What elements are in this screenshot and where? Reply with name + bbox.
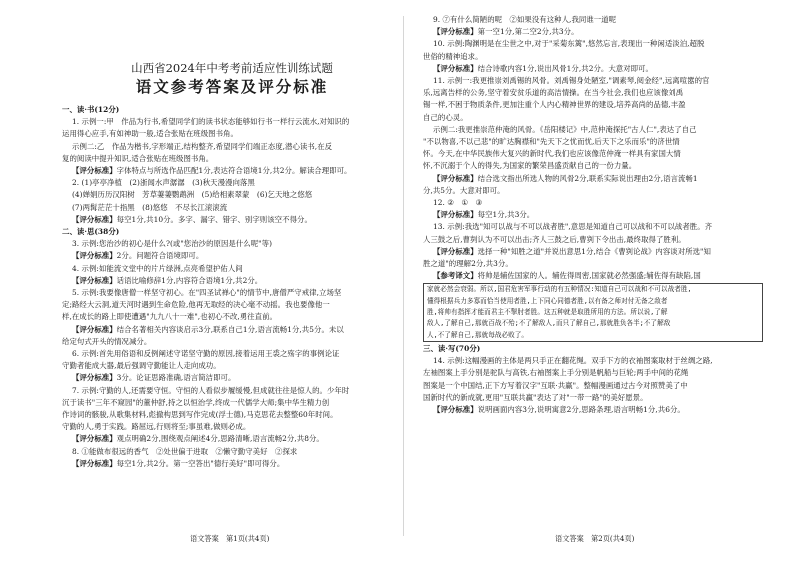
line-text: 守勤者能成大器,最后强调守勤能让人走向成功。	[62, 361, 221, 371]
document-heading: 语文参考答案及评分标准	[135, 77, 329, 96]
answer-line	[423, 26, 763, 38]
line-text: 每空1分,共3分。	[477, 210, 535, 220]
answer-line	[62, 250, 402, 262]
answer-line	[62, 116, 402, 128]
line-text: 2分。问题符合语境即可。	[116, 251, 204, 261]
scoring-label: 【评分标准】	[72, 214, 117, 224]
line-text: 每空1分,共10分。多字、漏字、错字、别字则该空不得分。	[116, 214, 312, 224]
page-footer: 语文答案 第1页(共4页)	[190, 534, 270, 543]
line-text: 左袖图案上手分别是驼队与高铁,右袖图案上手分别是帆船与巨轮;两手中间的花绳	[423, 368, 689, 378]
line-text: 三、读·写(70分)	[423, 343, 481, 353]
answer-line	[62, 372, 402, 384]
scoring-label: 【评分标准】	[72, 275, 117, 285]
line-text: 怀,不沉溺于个人的得失,为国家的繁荣昌盛贡献自己的一份力量。	[423, 161, 637, 171]
answer-line	[423, 209, 763, 221]
line-text: 每空1分,共2分。第一空答出"德行美好"即可得分。	[116, 458, 285, 468]
answer-line	[423, 14, 763, 26]
scoring-label: 【评分标准】	[433, 210, 478, 220]
line-text: 2. (1)亭亭净植 (2)浙闻水声潺潺 (3)秋天漫漫向落黑	[72, 178, 255, 188]
line-text: 胜之道"的理解2分,共3分。	[423, 259, 513, 269]
answer-line	[62, 165, 402, 177]
line-text: 话语比喻修辞1分,内容符合语境1分,共2分。	[116, 275, 263, 285]
answer-line	[423, 380, 763, 392]
line-text: 沉于读书"三年不窥园"的董仲舒,持之以恒治学,终成一代儒学大师;集中华生精力创	[62, 397, 330, 407]
answer-line	[62, 275, 402, 287]
answer-line	[423, 173, 763, 185]
answer-line	[62, 336, 402, 348]
line-text: 4. 示例:如能流文堂中的片片绿洲,点亮希望护佑人间	[72, 263, 243, 273]
line-text: 1. 示例一:甲 作品为行书,希望同学们的读书状态能够如行书一样行云流水,对知识的	[72, 117, 350, 127]
line-text: 11. 示例一:我更推崇刘禹锡的风骨。刘禹锡身处陋室,"调素琴,阅金经",远离喧嚣的官	[433, 76, 710, 86]
line-text: 6. 示例:首先用俗语和反例阐述守诺坚守勤的原因,接着运用王裘之殇字的事例论证	[72, 349, 340, 359]
answer-line	[423, 355, 763, 367]
line-text: 8. ①能做布很远的香气 ②处世偏于进取 ②懒守勤守美好 ②探求	[72, 446, 298, 456]
line-text: 示例二:乙 作品为楷书,字形端正,结构整齐,希望同学们端正态度,潜心读书,在反	[72, 141, 333, 151]
answer-line	[62, 299, 402, 311]
answer-line	[423, 197, 763, 209]
line-text: 7. 示例:守勤的人,还需要守恒。守恒的人看似步履缓慢,但成就往往是惊人的。少年时	[72, 385, 350, 395]
answer-line	[423, 258, 763, 270]
answer-line	[62, 433, 402, 445]
section-heading	[423, 343, 763, 355]
answer-line	[62, 421, 402, 433]
answer-line	[62, 458, 402, 470]
line-text: 5. 示例:我要像唐僧一样坚守初心。在"四圣试禅心"的情节中,唐僧严守戒律,立场坚	[72, 288, 342, 298]
scoring-label: 【评分标准】	[72, 373, 117, 383]
answer-line	[62, 311, 402, 323]
answer-line	[62, 153, 402, 165]
line-text: 图案是一个中国结,正下方写着汉字"互联·共赢"。整幅漫画通过古今对照赞美了中	[423, 380, 688, 390]
scoring-label: 【评分标准】	[72, 251, 117, 261]
answer-line	[423, 87, 763, 99]
translation-line: 人,不了解自己,那就每战必败了。	[427, 330, 529, 339]
answer-line	[62, 287, 402, 299]
line-text: 人三鼓之后,曹刿认为不可以出击;齐人三鼓之后,曹刿下令出击,最终取得了胜利。	[423, 234, 686, 244]
line-text: 示例二:我更推崇范仲淹的风骨。《岳阳楼记》中,范仲淹探托"古人仁",表达了自己	[433, 124, 697, 134]
answer-line	[62, 397, 402, 409]
line-text: 9. ⑦有什么简陋的呢 ②如果没有这种人,我同谁一道呢	[433, 15, 617, 24]
answer-page-2	[423, 14, 763, 534]
line-text: 第一空1分,第二空2分,共3分。	[477, 27, 579, 37]
answer-line	[62, 128, 402, 140]
answer-line	[62, 446, 402, 458]
line-text: 结合选文指出所选人物的风骨2分,联系实际说出理由2分,语言流畅1	[477, 173, 698, 183]
line-text: 12. ② ① ③	[433, 198, 483, 208]
answer-line	[423, 404, 763, 416]
answer-line	[62, 189, 402, 201]
exam-title: 山西省2024年中考考前适应性训练试题	[131, 61, 333, 75]
scoring-label: 【评分标准】	[433, 63, 478, 73]
scoring-label: 【评分标准】	[433, 27, 478, 37]
line-text: 乐,远离告样的公务,坚守着安贫乐道的高洁情操。在当今社会,我们也应该像刘禹	[423, 88, 684, 98]
translation-line: 敌人,了解自己,那就百战不殆;不了解敌人,而只了解自己,那就胜负各半;不了解敌	[427, 319, 671, 328]
line-text: 结合名著相关内容谈启示3分,联系自己1分,语言流畅1分,共5分。未以	[116, 324, 344, 334]
scoring-label: 【评分标准】	[72, 434, 117, 444]
page-divider	[403, 16, 404, 536]
answer-line	[62, 214, 402, 226]
reference-translation-box	[423, 283, 763, 341]
line-text: 14. 示例:这幅漫画的主体是两只手正在翻花绳。双手下方的衣袖图案取材于丝绸之路,	[433, 356, 713, 366]
answer-line	[62, 177, 402, 189]
answer-text-block	[423, 14, 763, 282]
scoring-label: 【评分标准】	[72, 166, 117, 176]
scoring-label: 【参考译文】	[433, 271, 478, 281]
answer-text-block	[62, 104, 402, 470]
answer-line	[423, 160, 763, 172]
line-text: (4)婵娟历历汉阳树 芳草萋萋鹦鹉洲 (5)给相素翠蒙 (6)乞天地之悠悠	[72, 190, 313, 200]
answer-line	[62, 238, 402, 250]
line-text: 结合诗歌内容1分,说出风骨1分,共2分。大意对即可。	[477, 63, 653, 73]
translation-line: 家就必然会衰弱。所以,国君危害军事行动的有五种情况:知道自己可以战和不可以战者胜,	[427, 285, 692, 294]
answer-page-1	[62, 14, 402, 534]
answer-line	[423, 99, 763, 111]
answer-line	[423, 367, 763, 379]
answer-line	[62, 263, 402, 275]
translation-line: 胜,将帅有指挥才能而君主不掣肘者胜。这五种就是取胜所用的方法。所以说,了解	[427, 308, 668, 317]
answer-line	[423, 185, 763, 197]
line-text: 作诗词的骸骏,从歌集材料,彪撤构思到写作完成(浮士德),马克思花去整整60年时间。	[62, 410, 338, 420]
answer-line	[423, 136, 763, 148]
translation-line: 懂得根据兵力多寡而恰当使用者胜,上下同心同德者胜,以有备之师对付无备之敌者	[427, 296, 668, 305]
line-text: 3. 示例:您治沙的初心是什么?(或"您治沙的原因是什么呢"等)	[72, 239, 273, 249]
scoring-label: 【评分标准】	[433, 173, 478, 183]
scoring-label: 【评分标准】	[433, 404, 478, 414]
line-text: 锡一样,不困于物质条件,更加注重个人内心精神世界的建设,培养高尚的品德,丰盈	[423, 100, 686, 110]
scoring-label: 【评分标准】	[72, 458, 117, 468]
line-text: 复的阅读中提升知识,适合张贴在班级图书角。	[62, 153, 214, 163]
answer-line	[423, 112, 763, 124]
scoring-label: 【评分标准】	[433, 246, 478, 256]
section-heading	[62, 226, 402, 238]
line-text: 样,在成长的路上即使遭遇"九九八十一难",也初心不改,勇往直前。	[62, 312, 277, 322]
line-text: 定;路经大云洞,道天河时遇到生命危险,他再无取经的决心毫不动摇。我也要像他一	[62, 300, 330, 310]
answer-line	[423, 270, 763, 282]
answer-line	[423, 124, 763, 136]
answer-line	[423, 63, 763, 75]
page-footer: 语文答案 第2页(共4页)	[555, 534, 635, 543]
line-text: 字体特点与所选作品匹配1分,表达符合语境1分,共2分。解读合理即可。	[116, 166, 352, 176]
line-text: 给定句式开头的情况减分。	[62, 336, 152, 346]
section-heading	[62, 104, 402, 116]
answer-line	[423, 392, 763, 404]
line-text: 国新时代的新成就,更用"互联共赢"表达了对"一带一路"的美好愿景。	[423, 392, 648, 402]
line-text: 3分。论证思路准确,语言简洁即可。	[116, 373, 236, 383]
line-text: 守勤的人,勇于实践。路屈远,行则将至;事虽难,做则必成。	[62, 422, 251, 432]
line-text: 观点明确2分,围绕观点阐述4分,思路清晰,语言流畅2分,共8分。	[116, 434, 324, 444]
answer-line	[62, 360, 402, 372]
answer-line	[62, 141, 402, 153]
answer-line	[62, 409, 402, 421]
line-text: 世俗的精神追求。	[423, 51, 483, 61]
answer-line	[423, 51, 763, 63]
line-text: 一、读·书(12分)	[62, 105, 120, 114]
answer-line	[62, 324, 402, 336]
line-text: 二、读·思(38分)	[62, 227, 120, 237]
line-text: 运用得心应手,有如神助一般,适合张贴在班级图书角。	[62, 129, 238, 139]
answer-line	[62, 202, 402, 214]
answer-line	[423, 246, 763, 258]
line-text: 将帅是辅佐国家的人。辅佐得周密,国家就必然强盛;辅佐得有缺陷,国	[477, 271, 701, 281]
answer-line	[62, 385, 402, 397]
line-text: 10. 示例:陶渊明是在尘世之中,对于"采菊东篱",悠然忘言,表现出一种闲适淡泊,超脱	[433, 39, 705, 49]
answer-text-block	[423, 343, 763, 416]
answer-line	[423, 75, 763, 87]
line-text: "不以物喜,不以己悲"的旷达胸襟和"先天下之忧而忧,后天下之乐而乐"的济世情	[423, 137, 680, 147]
answer-line	[423, 148, 763, 160]
line-text: 分,共5分。大意对即可。	[423, 185, 505, 195]
line-text: 怀。今天,在中华民族伟大复兴的新时代,我们也应该像范仲淹一样具有家国大情	[423, 149, 681, 159]
line-text: 自己的心灵。	[423, 112, 468, 122]
answer-line	[423, 234, 763, 246]
line-text: (7)两髯茫茫十指黑 (8)悠悠 不尽长江滚滚流	[72, 202, 228, 212]
answer-line	[423, 38, 763, 50]
line-text: 说明画面内容3分,说明寓意2分,思路条理,语言明畅1分,共6分。	[477, 404, 685, 414]
answer-line	[62, 348, 402, 360]
line-text: 13. 示例:我选"知可以战与不可以战者胜",意思是知道自己可以战和不可以战者胜。齐	[433, 222, 713, 232]
answer-line	[423, 221, 763, 233]
line-text: 选择一种"知胜之道"并说出意思1分,结合《曹刿论战》内容谈对所选"知	[477, 246, 711, 256]
scoring-label: 【评分标准】	[72, 324, 117, 334]
